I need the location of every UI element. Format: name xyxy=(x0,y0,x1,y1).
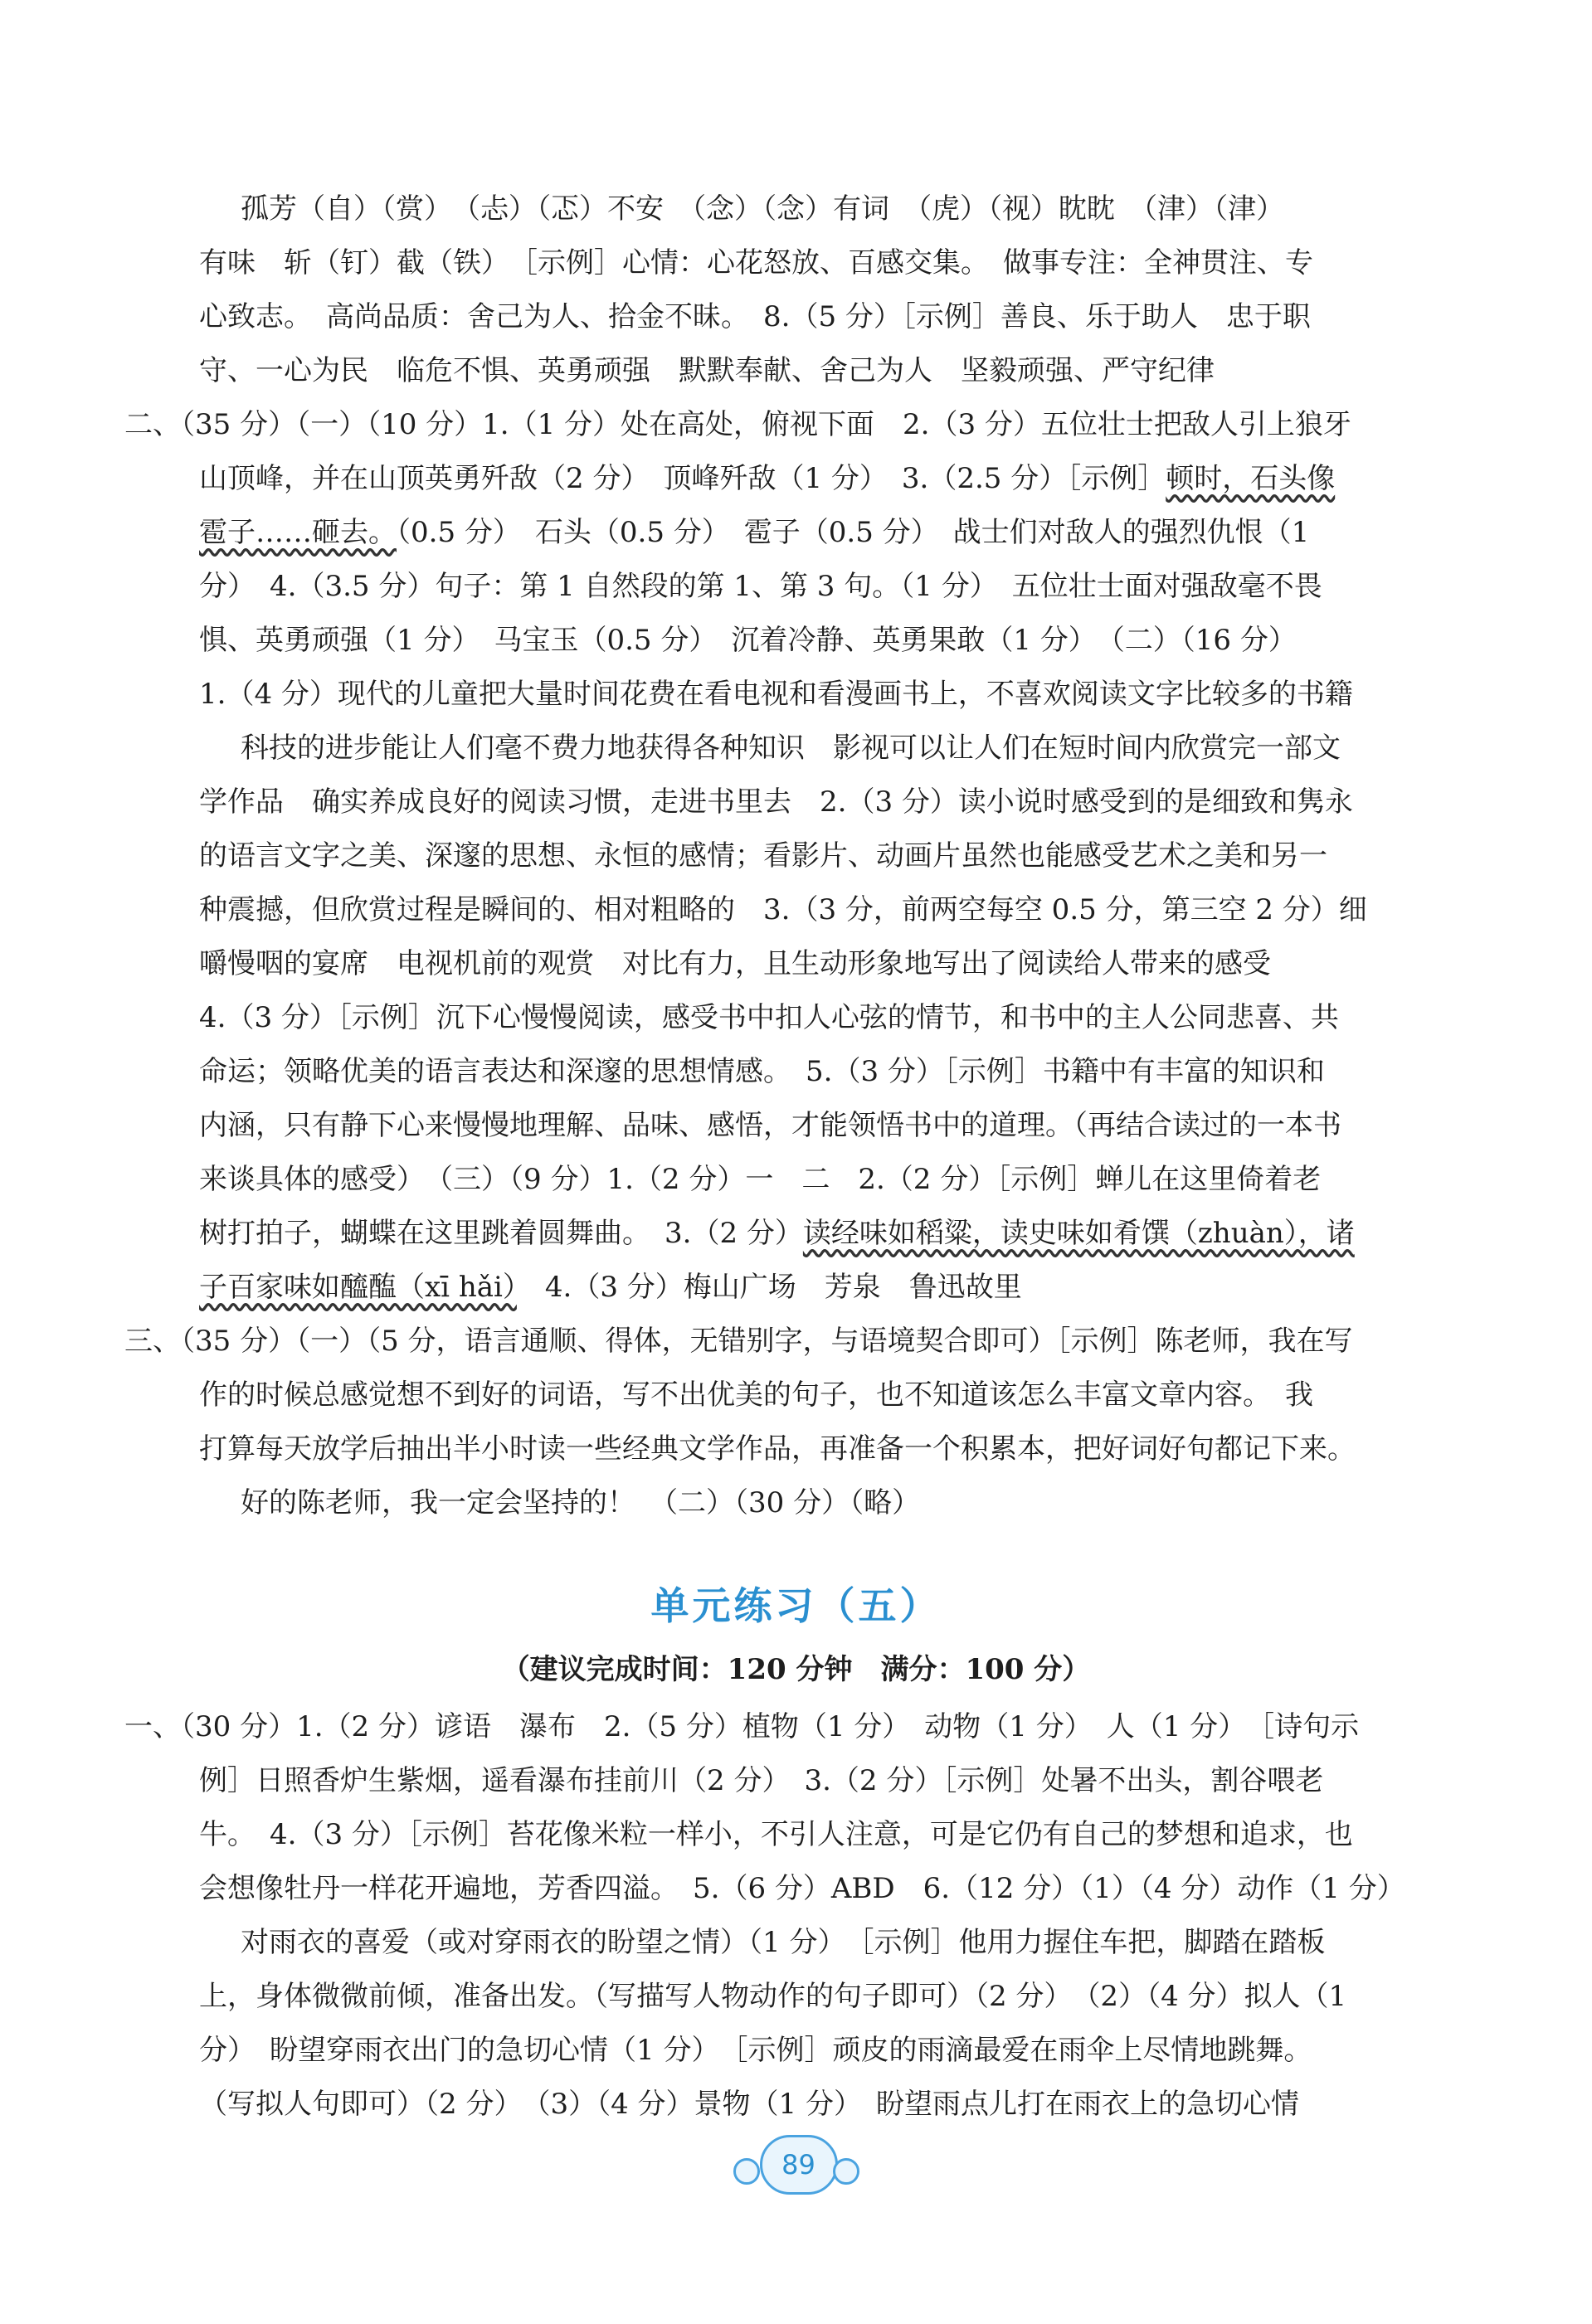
text-line: 来谈具体的感受） （三）（9 分）1.（2 分）一 二 2.（2 分）［示例］蝉儿在这里倚着老 xyxy=(199,1163,1322,1196)
text-line: 分） 盼望穿雨衣出门的急切心情（1 分） ［示例］顽皮的雨滴最爱在雨伞上尽情地跳舞。 xyxy=(199,2034,1312,2067)
text-line: 二、（35 分）（一）（10 分）1.（1 分）处在高处，俯视下面 2.（3 分）五位壮士把敌人引上狼牙 xyxy=(124,408,1351,441)
text-line: 分） 4.（3.5 分）句子：第 1 自然段的第 1、第 3 句。（1 分） 五位壮士面对强敌毫不畏 xyxy=(199,570,1322,603)
text-span: 树打拍子，蝴蝶在这里跳着圆舞曲。 3.（2 分） xyxy=(199,1217,803,1250)
page-number-badge xyxy=(0,2130,1592,2196)
badge-bubble-right xyxy=(833,2158,859,2185)
text-line: 好的陈老师，我一定会坚持的！ （二）（30 分）（略） xyxy=(241,1486,921,1519)
text-line: 惧、英勇顽强（1 分） 马宝玉（0.5 分） 沉着冷静、英勇果敢（1 分） （二）（16 分） xyxy=(199,624,1297,657)
text-line: 打算每天放学后抽出半小时读一些经典文学作品，再准备一个积累本，把好词好句都记下来。 xyxy=(199,1432,1356,1466)
text-line: 上，身体微微前倾，准备出发。（写描写人物动作的句子即可）（2 分） （2）（4 分）拟人（1 xyxy=(199,1980,1347,2013)
text-line: 嚼慢咽的宴席 电视机前的观赏 对比有力，且生动形象地写出了阅读给人带来的感受 xyxy=(199,947,1271,980)
text-line: 三、（35 分）（一）（5 分，语言通顺、得体，无错别字，与语境契合即可）［示例］陈老师，我在写 xyxy=(124,1325,1353,1358)
text-line: 心致志。 高尚品质：舍己为人、拾金不昧。 8.（5 分）［示例］善良、乐于助人 忠于职 xyxy=(199,300,1311,333)
text-line: 对雨衣的喜爱（或对穿雨衣的盼望之情）（1 分） ［示例］他用力握住车把，脚踏在踏板 xyxy=(241,1926,1326,1959)
text-line: 牛。 4.（3 分）［示例］苔花像米粒一样小，不引人注意，可是它仍有自己的梦想和追求，也 xyxy=(199,1818,1353,1851)
text-line: 种震撼，但欣赏过程是瞬间的、相对粗略的 3.（3 分，前两空每空 0.5 分，第三空 2 分）细 xyxy=(199,893,1367,926)
badge-graphic xyxy=(730,2130,863,2196)
text-line: 科技的进步能让人们毫不费力地获得各种知识 影视可以让人们在短时间内欣赏完一部文 xyxy=(241,732,1341,765)
wavy-underlined-text: 子百家味如醯醢（xī hǎi） xyxy=(199,1271,517,1304)
text-line: 4.（3 分）［示例］沉下心慢慢阅读，感受书中扣人心弦的情节，和书中的主人公同悲喜、共 xyxy=(199,1001,1339,1034)
text-line: 学作品 确实养成良好的阅读习惯，走进书里去 2.（3 分）读小说时感受到的是细致和隽永 xyxy=(199,785,1353,819)
text-line xyxy=(199,506,1444,560)
section-title: 单元练习（五） xyxy=(650,1583,942,1628)
text-line xyxy=(199,1261,1444,1315)
text-line: 会想像牡丹一样花开遍地，芳香四溢。 5.（6 分）ABD 6.（12 分）（1）（4 分）动作（1 分） xyxy=(199,1872,1405,1905)
text-line: 有味 斩（钉）截（铁） ［示例］心情：心花怒放、百感交集。 做事专注：全神贯注、专 xyxy=(199,246,1313,280)
text-span: 4.（3 分）梅山广场 芳泉 鲁迅故里 xyxy=(516,1271,1022,1304)
wavy-underlined-text: 读经味如稻粱，读史味如肴馔（zhuàn），诸 xyxy=(802,1217,1355,1250)
text-line: 内涵，只有静下心来慢慢地理解、品味、感悟，才能领悟书中的道理。（再结合读过的一本书 xyxy=(199,1109,1341,1142)
text-line xyxy=(199,1207,1444,1261)
text-line: 一、（30 分）1.（2 分）谚语 瀑布 2.（5 分）植物（1 分） 动物（1 分） 人（1 分） ［诗句示 xyxy=(124,1710,1360,1743)
text-line: 的语言文字之美、深邃的思想、永恒的感情；看影片、动画片虽然也能感受艺术之美和另一 xyxy=(199,839,1327,873)
text-line: 守、一心为民 临危不惧、英勇顽强 默默奉献、舍己为人 坚毅顽强、严守纪律 xyxy=(199,354,1215,387)
text-span: 山顶峰，并在山顶英勇歼敌（2 分） 顶峰歼敌（1 分） 3.（2.5 分）［示例］ xyxy=(199,462,1166,495)
section-subtitle: （建议完成时间：120 分钟 满分：100 分） xyxy=(501,1653,1091,1686)
text-line: 例］日照香炉生紫烟，遥看瀑布挂前川（2 分） 3.（2 分）［示例］处暑不出头，割谷喂老 xyxy=(199,1764,1324,1797)
badge-bubble-left xyxy=(733,2158,760,2185)
text-line: 孤芳（自）（赏） （忐）（忑）不安 （念）（念）有词 （虎）（视）眈眈 （津）（津） xyxy=(241,192,1284,226)
wavy-underlined-text: 雹子……砸去。 xyxy=(199,516,397,549)
text-line: 命运；领略优美的语言表达和深邃的思想情感。 5.（3 分）［示例］书籍中有丰富的知识和 xyxy=(199,1055,1325,1088)
text-line: （写拟人句即可）（2 分） （3）（4 分）景物（1 分） 盼望雨点儿打在雨衣上的急切心情 xyxy=(199,2088,1299,2121)
text-span: （0.5 分） 石头（0.5 分） 雹子（0.5 分） 战士们对敌人的强烈仇恨（1 xyxy=(397,516,1310,549)
text-line: 1.（4 分）现代的儿童把大量时间花费在看电视和看漫画书上，不喜欢阅读文字比较多的书籍 xyxy=(199,678,1353,711)
section-4-answers xyxy=(124,182,1444,1530)
wavy-underlined-text: 顿时，石头像 xyxy=(1166,462,1336,495)
unit-5-answers xyxy=(124,1700,1444,2132)
text-line xyxy=(199,452,1444,506)
text-line: 作的时候总感觉想不到好的词语，写不出优美的句子，也不知道该怎么丰富文章内容。 我 xyxy=(199,1378,1313,1412)
page-number: 89 xyxy=(760,2135,838,2195)
